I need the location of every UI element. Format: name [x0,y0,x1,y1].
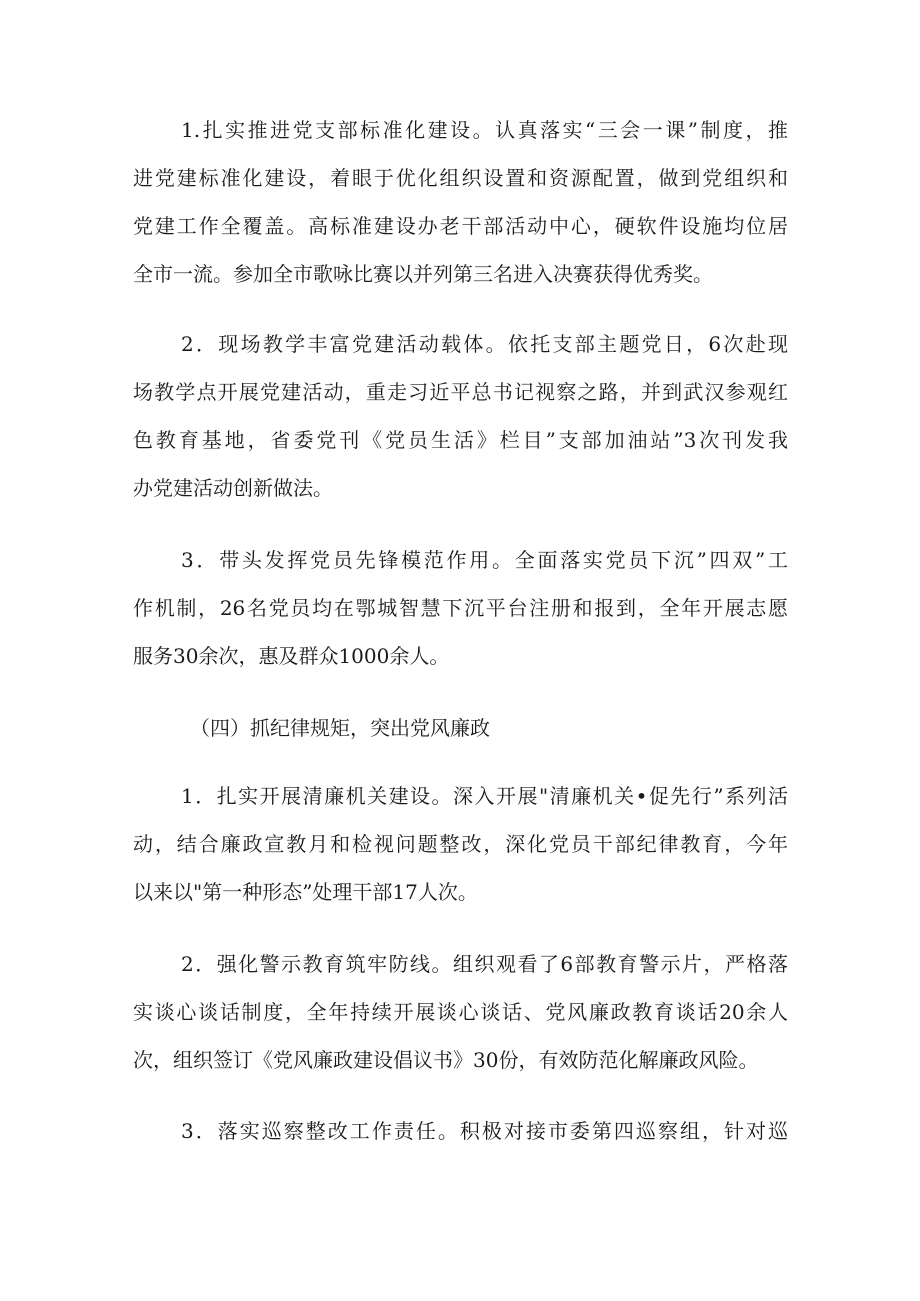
paragraph-3-line-1: 3．带头发挥党员先锋模范作用。全面落实党员下沉”四双”工 [181,548,788,572]
section-heading: （四）抓纪律规矩，突出党风廉政 [190,716,490,740]
paragraph-1-line-3: 党建工作全覆盖。高标准建设办老干部活动中心，硬软件设施均位居 [133,214,788,238]
paragraph-1-line-2: 进党建标准化建设，着眼于优化组织设置和资源配置，做到党组织和 [133,166,788,190]
paragraph-4-line-1: 1．扎实开展清廉机关建设。深入开展"清廉机关•促先行”系列活 [181,784,788,808]
paragraph-2-line-2: 场教学点开展党建活动，重走习近平总书记视察之路，并到武汉参观红 [133,380,788,404]
paragraph-4-line-3: 以来以"第一种形态”处理干部17人次。 [133,880,478,904]
paragraph-3-line-2: 作机制，26名党员均在鄂城智慧下沉平台注册和报到，全年开展志愿 [133,596,788,620]
paragraph-1-line-1: 1.扎实推进党支部标准化建设。认真落实“三会一课”制度，推 [181,118,788,142]
paragraph-5-line-2: 实谈心谈话制度，全年持续开展谈心谈话、党风廉政教育谈话20余人 [133,1000,788,1024]
paragraph-4-line-2: 动，结合廉政宣教月和检视问题整改，深化党员干部纪律教育，今年 [133,832,788,856]
paragraph-2-line-1: 2．现场教学丰富党建活动载体。依托支部主题党日，6次赴现 [181,332,788,356]
paragraph-5-line-3: 次，组织签订《党风廉政建设倡议书》30份，有效防范化解廉政风险。 [133,1048,759,1072]
paragraph-3-line-3: 服务30余次，惠及群众1000余人。 [133,644,450,668]
paragraph-5-line-1: 2．强化警示教育筑牢防线。组织观看了6部教育警示片，严格落 [181,952,788,976]
paragraph-6-line-1: 3．落实巡察整改工作责任。积极对接市委第四巡察组，针对巡 [181,1119,788,1143]
paragraph-1-line-4: 全市一流。参加全市歌咏比赛以并列第三名进入决赛获得优秀奖。 [133,262,713,286]
paragraph-2-line-4: 办党建活动创新做法。 [133,476,333,500]
paragraph-2-line-3: 色教育基地，省委党刊《党员生活》栏目”支部加油站”3次刊发我 [133,428,788,452]
